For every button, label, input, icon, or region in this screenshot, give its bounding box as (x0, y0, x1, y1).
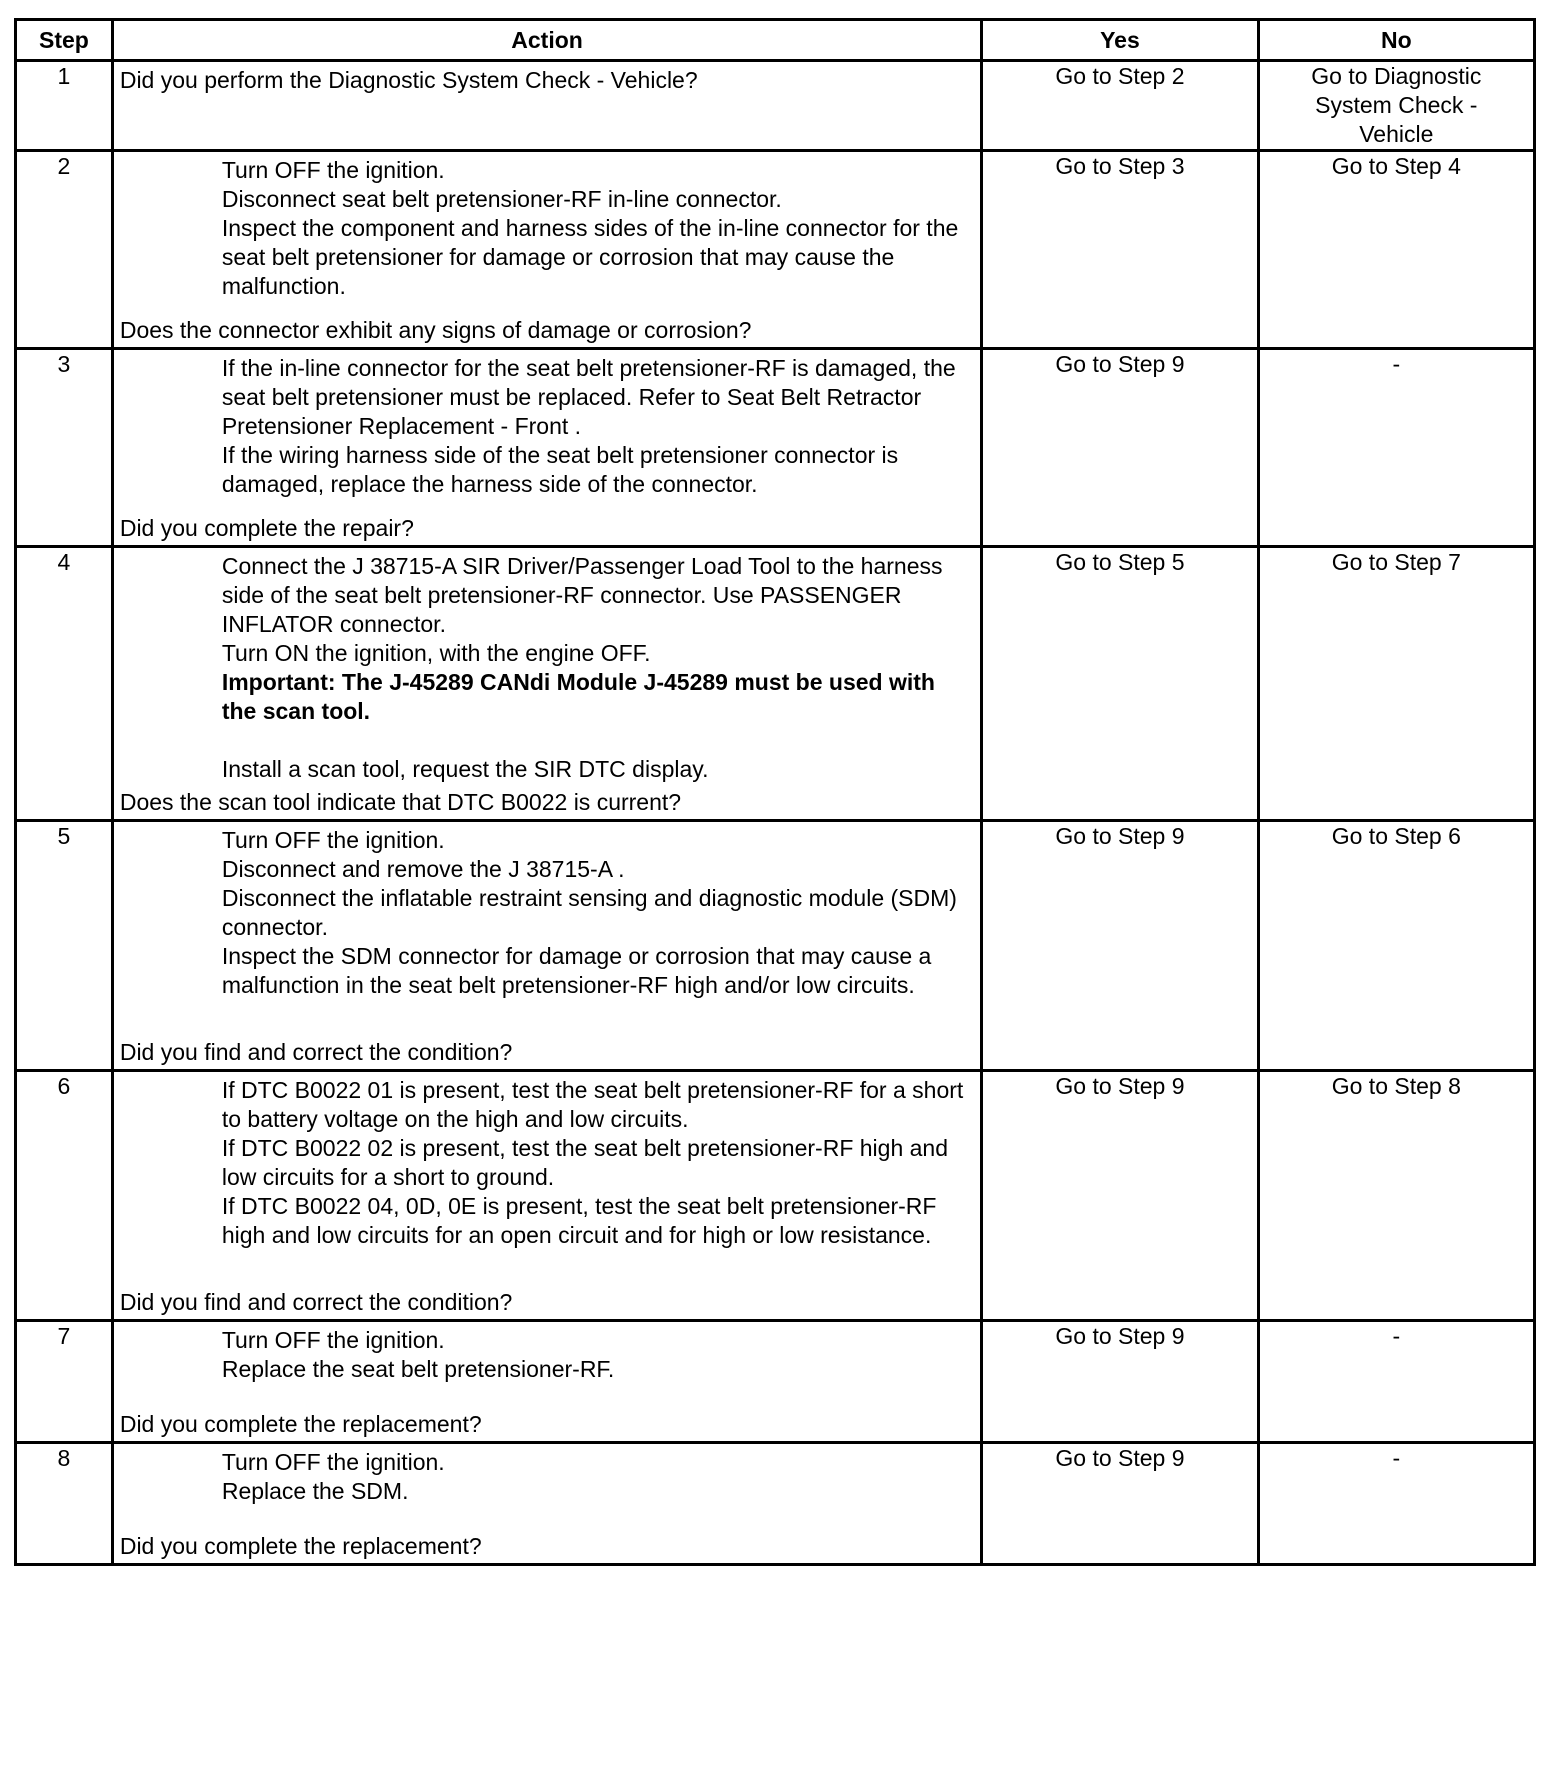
header-no: No (1258, 20, 1534, 61)
action-line: Turn ON the ignition, with the engine OFF. (221, 640, 651, 666)
action-line: Connect the J 38715-A SIR Driver/Passenger Load Tool to the harness side of the seat belt pretensioner-RF connector. Use PASSENGER INFLATOR connector. (221, 553, 943, 637)
action-cell (112, 1321, 981, 1443)
table-row (16, 1443, 1535, 1565)
action-line: Turn OFF the ignition. (221, 1327, 445, 1353)
action-line: Install a scan tool, request the SIR DTC display. (221, 756, 709, 782)
action-line: If DTC B0022 02 is present, test the seat belt pretensioner-RF high and low circuits for a short to ground. (221, 1135, 949, 1190)
action-line: If the in-line connector for the seat belt pretensioner-RF is damaged, the seat belt pretensioner must be replaced. Refer to Seat Belt Retractor Pretensioner Replacement - Front . (221, 355, 956, 439)
action-line: Turn OFF the ignition. (221, 1449, 445, 1475)
no-result: Go to Step 8 (1258, 1071, 1534, 1321)
yes-result: Go to Step 9 (982, 1443, 1258, 1565)
action-line: Disconnect and remove the J 38715-A . (221, 856, 625, 882)
table-row (16, 821, 1535, 1071)
header-action: Action (112, 20, 981, 61)
step-number: 4 (16, 547, 113, 821)
step-number: 5 (16, 821, 113, 1071)
no-result: Go to Diagnostic System Check - Vehicle (1258, 61, 1534, 151)
action-cell (112, 349, 981, 547)
action-line: Inspect the SDM connector for damage or corrosion that may cause a malfunction in the seat belt pretensioner-RF high and/or low circuits. (221, 943, 932, 998)
step-question: Did you complete the replacement? (119, 1411, 482, 1437)
action-line: Turn OFF the ignition. (221, 157, 445, 183)
step-question: Does the connector exhibit any signs of damage or corrosion? (119, 317, 752, 343)
important-note: Important: The J-45289 CANdi Module J-45289 must be used with the scan tool. (221, 669, 935, 724)
step-number: 3 (16, 349, 113, 547)
no-result: - (1258, 1321, 1534, 1443)
header-yes: Yes (982, 20, 1258, 61)
action-cell (112, 547, 981, 821)
table-row (16, 1071, 1535, 1321)
action-line: If the wiring harness side of the seat belt pretensioner connector is damaged, replace the harness side of the connector. (221, 442, 899, 497)
table-row (16, 547, 1535, 821)
step-question: Did you find and correct the condition? (119, 1289, 513, 1315)
action-line: Replace the SDM. (221, 1478, 409, 1504)
no-result: Go to Step 4 (1258, 151, 1534, 349)
action-cell (112, 1443, 981, 1565)
yes-result: Go to Step 3 (982, 151, 1258, 349)
yes-result: Go to Step 9 (982, 821, 1258, 1071)
table-row (16, 61, 1535, 151)
no-result: - (1258, 349, 1534, 547)
action-line: If DTC B0022 01 is present, test the seat belt pretensioner-RF for a short to battery voltage on the high and low circuits. (221, 1077, 964, 1132)
step-number: 8 (16, 1443, 113, 1565)
yes-result: Go to Step 2 (982, 61, 1258, 151)
table-row (16, 349, 1535, 547)
step-number: 7 (16, 1321, 113, 1443)
action-cell (112, 821, 981, 1071)
step-number: 1 (16, 61, 113, 151)
action-cell (112, 1071, 981, 1321)
header-step: Step (16, 20, 113, 61)
yes-result: Go to Step 9 (982, 1071, 1258, 1321)
step-question: Did you perform the Diagnostic System Check - Vehicle? (119, 67, 698, 93)
action-cell (112, 61, 981, 151)
step-number: 6 (16, 1071, 113, 1321)
step-question: Did you complete the repair? (119, 515, 414, 541)
table-row (16, 1321, 1535, 1443)
table-row (16, 151, 1535, 349)
yes-result: Go to Step 5 (982, 547, 1258, 821)
action-line: Replace the seat belt pretensioner-RF. (221, 1356, 615, 1382)
action-line: Disconnect seat belt pretensioner-RF in-line connector. (221, 186, 782, 212)
step-question: Did you find and correct the condition? (119, 1039, 513, 1065)
yes-result: Go to Step 9 (982, 349, 1258, 547)
no-result: Go to Step 7 (1258, 547, 1534, 821)
step-question: Did you complete the replacement? (119, 1533, 482, 1559)
header-row (16, 20, 1535, 61)
no-result: - (1258, 1443, 1534, 1565)
action-line: If DTC B0022 04, 0D, 0E is present, test the seat belt pretensioner-RF high and low circuits for an open circuit and for high or low resistance. (221, 1193, 937, 1248)
yes-result: Go to Step 9 (982, 1321, 1258, 1443)
step-question: Does the scan tool indicate that DTC B0022 is current? (119, 789, 682, 815)
action-cell (112, 151, 981, 349)
diagnostic-table (14, 18, 1536, 1566)
action-line: Disconnect the inflatable restraint sensing and diagnostic module (SDM) connector. (221, 885, 957, 940)
action-line: Inspect the component and harness sides of the in-line connector for the seat belt pretensioner for damage or corrosion that may cause the malfunction. (221, 215, 959, 299)
step-number: 2 (16, 151, 113, 349)
action-line: Turn OFF the ignition. (221, 827, 445, 853)
no-result: Go to Step 6 (1258, 821, 1534, 1071)
